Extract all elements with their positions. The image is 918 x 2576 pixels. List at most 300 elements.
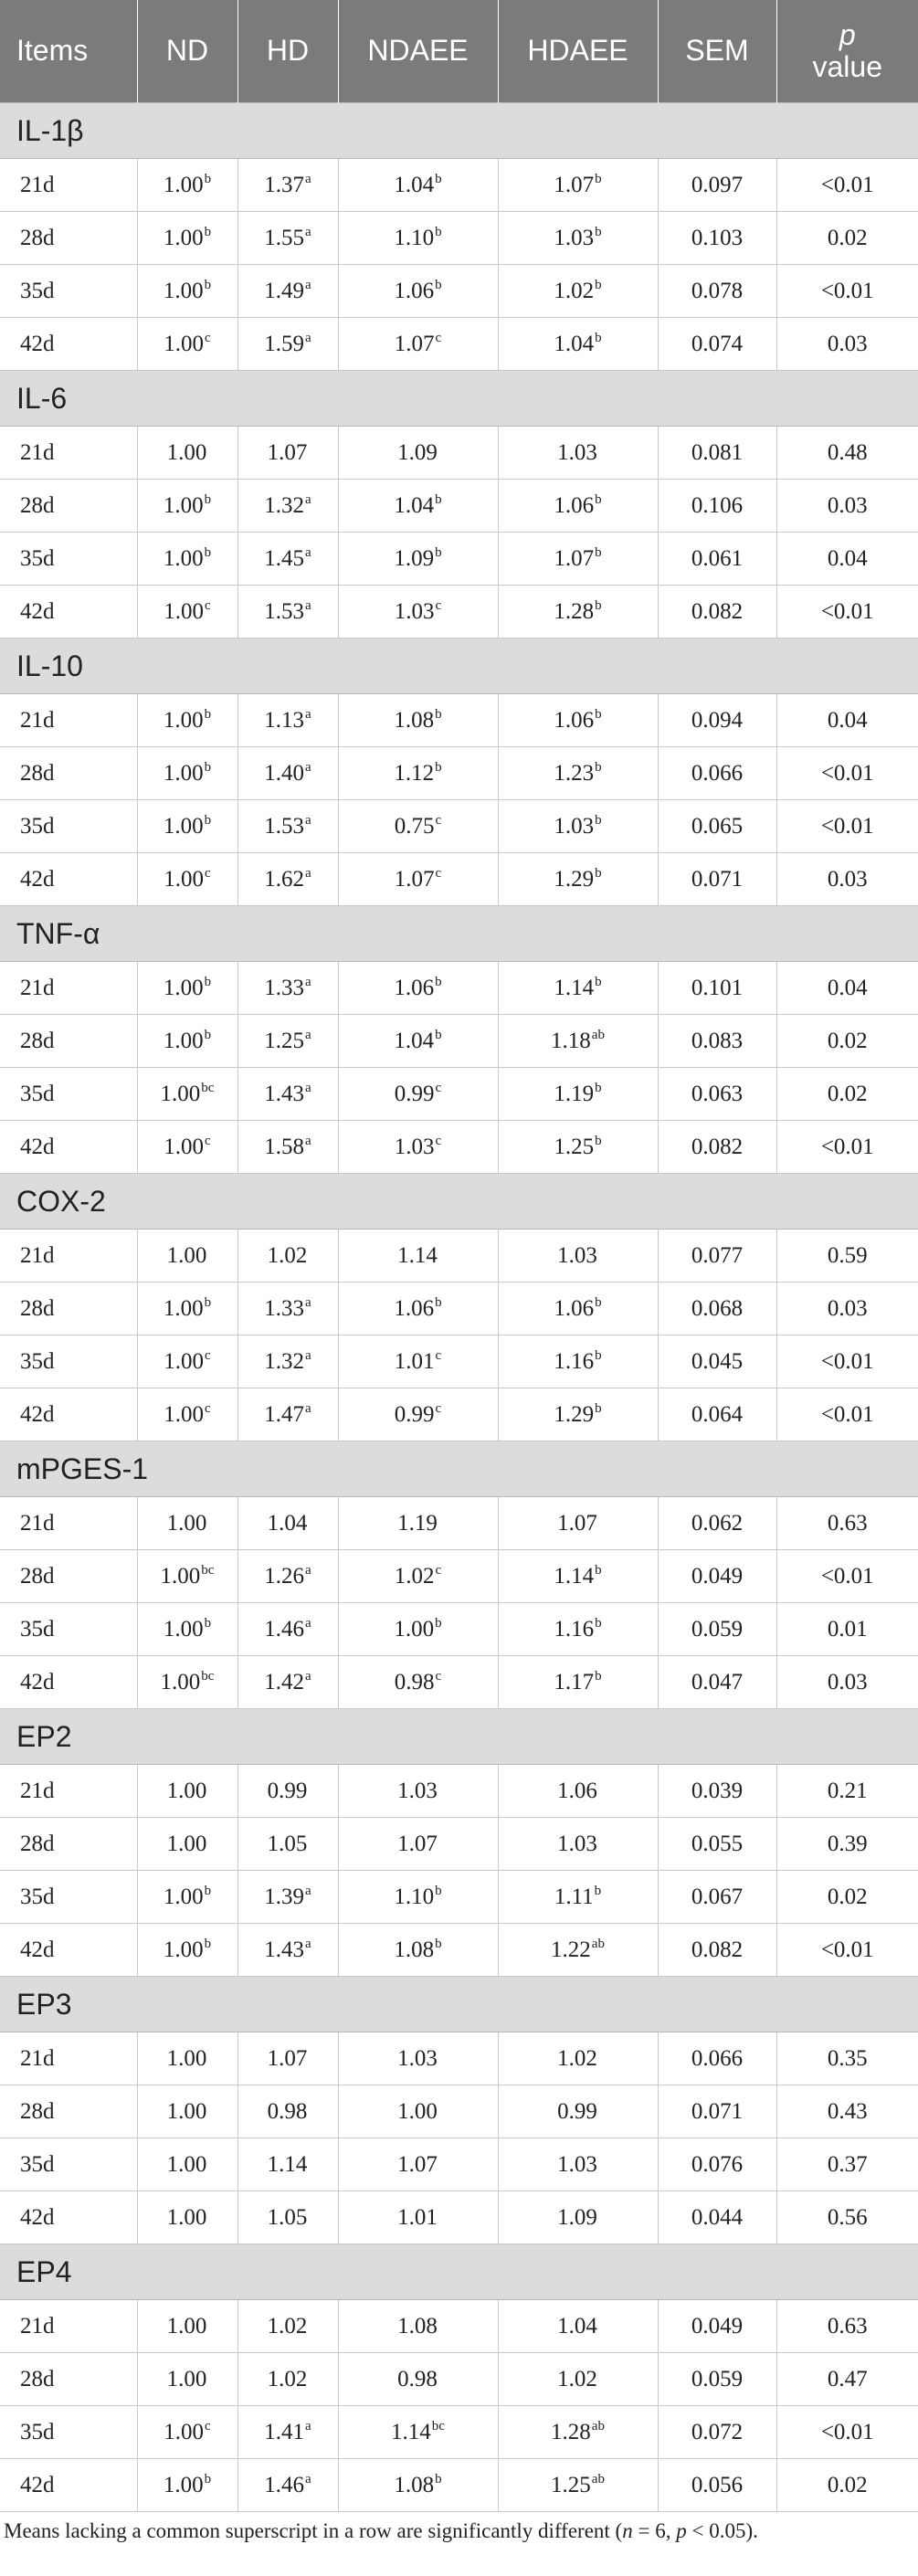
cell-superscript: b: [204, 545, 212, 561]
cell-p-value: <0.01: [776, 1388, 918, 1441]
cell-superscript: c: [205, 1348, 211, 1364]
cell-superscript: b: [595, 331, 602, 346]
cell-ndaee: [338, 1924, 498, 1977]
cell-superscript: a: [305, 1563, 311, 1578]
cell-value: 0.99: [394, 1081, 435, 1106]
cell-nd: [137, 1656, 237, 1709]
footnote-p-symbol: p: [676, 2519, 687, 2542]
cell-day: 21d: [0, 427, 137, 480]
cell-value: 1.16: [554, 1348, 595, 1374]
table-body: [0, 103, 918, 2512]
cell-hdaee: [498, 747, 658, 800]
cell-value: 1.00: [394, 1616, 435, 1642]
cell-value: 1.00: [163, 707, 204, 733]
cell-hd: [237, 747, 338, 800]
cell-p-value: 0.43: [776, 2085, 918, 2138]
cell-superscript: a: [305, 1134, 311, 1149]
table-row: [0, 2406, 918, 2459]
cell-ndaee: [338, 318, 498, 371]
cell-value: 1.03: [557, 2151, 597, 2177]
cell-superscript: b: [595, 545, 602, 561]
cell-value: 1.14: [397, 1242, 438, 1268]
cell-hd: [237, 427, 338, 480]
cell-sem: 0.101: [658, 962, 776, 1015]
cell-value: 1.00: [164, 598, 205, 624]
cell-nd: [137, 1765, 237, 1818]
group-label: TNF-α: [0, 906, 918, 962]
cell-value: 1.45: [264, 545, 305, 571]
cell-superscript: b: [204, 1295, 212, 1311]
cell-ndaee: [338, 1818, 498, 1871]
cell-superscript: c: [435, 1134, 442, 1149]
cell-value: 1.00: [164, 1401, 205, 1427]
cell-p-value: 0.02: [776, 2459, 918, 2512]
cell-day: 21d: [0, 159, 137, 212]
cell-value: 1.04: [267, 1510, 308, 1536]
cell-sem: 0.067: [658, 1871, 776, 1924]
cell-ndaee: [338, 1336, 498, 1388]
cell-superscript: b: [435, 975, 442, 990]
cell-hd: [237, 212, 338, 265]
cell-superscript: b: [204, 1028, 212, 1043]
cell-hd: [237, 1230, 338, 1283]
cell-value: 1.00: [163, 1884, 204, 1909]
cell-value: 1.49: [264, 278, 305, 303]
cell-superscript: b: [595, 1669, 602, 1684]
cell-value: 1.14: [554, 1563, 595, 1589]
table-row: [0, 1388, 918, 1441]
group-row: [0, 906, 918, 962]
cell-ndaee: [338, 1230, 498, 1283]
header-hd: HD: [237, 0, 338, 103]
cell-day: 42d: [0, 1656, 137, 1709]
cell-ndaee: [338, 586, 498, 639]
cell-p-value: 0.04: [776, 962, 918, 1015]
cell-hdaee: [498, 265, 658, 318]
cell-superscript: a: [305, 2472, 311, 2487]
cell-p-value: 0.35: [776, 2032, 918, 2085]
cell-p-value: 0.01: [776, 1603, 918, 1656]
cell-value: 1.03: [557, 439, 597, 465]
cell-sem: 0.064: [658, 1388, 776, 1441]
cell-value: 1.06: [554, 1295, 595, 1321]
cell-superscript: c: [435, 1563, 442, 1578]
cell-superscript: a: [305, 760, 311, 776]
cell-sem: 0.083: [658, 1015, 776, 1068]
cell-superscript: b: [435, 760, 442, 776]
cell-superscript: b: [595, 225, 602, 240]
cell-sem: 0.082: [658, 586, 776, 639]
cell-value: 1.00: [163, 1028, 204, 1053]
cell-sem: 0.045: [658, 1336, 776, 1388]
cell-superscript: b: [595, 492, 602, 508]
table-row: [0, 1336, 918, 1388]
cell-value: 1.28: [551, 2419, 591, 2444]
cell-hdaee: [498, 1121, 658, 1174]
table-row: [0, 2032, 918, 2085]
cell-value: 1.00: [166, 2151, 207, 2177]
cell-value: 1.07: [267, 439, 308, 465]
cell-hd: [237, 318, 338, 371]
cell-nd: [137, 1497, 237, 1550]
table-footnote: [0, 2512, 918, 2543]
cell-p-value: 0.02: [776, 1871, 918, 1924]
cell-sem: 0.077: [658, 1230, 776, 1283]
cell-nd: [137, 427, 237, 480]
table-row: [0, 1656, 918, 1709]
cell-hd: [237, 1121, 338, 1174]
footnote-n-symbol: n: [622, 2519, 633, 2542]
group-label: EP4: [0, 2244, 918, 2300]
cell-value: 1.00: [164, 2419, 205, 2444]
cell-superscript: b: [204, 172, 212, 187]
cell-sem: 0.059: [658, 2353, 776, 2406]
cell-value: 1.06: [394, 1295, 435, 1321]
cell-p-value: 0.21: [776, 1765, 918, 1818]
cell-superscript: a: [305, 598, 311, 614]
cell-value: 1.00: [163, 1616, 204, 1642]
cell-value: 1.29: [554, 866, 595, 892]
cell-value: 1.18: [551, 1028, 591, 1053]
cell-hdaee: [498, 480, 658, 533]
cell-value: 1.39: [264, 1884, 305, 1909]
cell-value: 1.25: [551, 2472, 591, 2497]
cell-day: 42d: [0, 2459, 137, 2512]
cell-hd: [237, 159, 338, 212]
cell-value: 1.00: [166, 1778, 207, 1803]
header-row: [0, 0, 918, 103]
cell-superscript: c: [205, 2419, 211, 2434]
cell-superscript: c: [205, 1401, 211, 1417]
cell-superscript: b: [595, 1616, 602, 1631]
cell-day: 35d: [0, 1871, 137, 1924]
cell-p-value: <0.01: [776, 265, 918, 318]
cell-nd: [137, 159, 237, 212]
cell-superscript: b: [435, 1295, 442, 1311]
cell-ndaee: [338, 962, 498, 1015]
cell-sem: 0.061: [658, 533, 776, 586]
cell-superscript: a: [305, 2419, 311, 2434]
cell-p-value: 0.03: [776, 1656, 918, 1709]
cell-sem: 0.056: [658, 2459, 776, 2512]
cell-day: 21d: [0, 2300, 137, 2353]
cell-ndaee: [338, 1765, 498, 1818]
cell-sem: 0.082: [658, 1924, 776, 1977]
cell-hdaee: [498, 1015, 658, 1068]
cell-superscript: a: [305, 1028, 311, 1043]
table-row: [0, 1068, 918, 1121]
cell-superscript: b: [435, 1028, 442, 1043]
cell-value: 1.01: [397, 2204, 438, 2230]
cell-superscript: b: [204, 2472, 212, 2487]
cell-ndaee: [338, 747, 498, 800]
cell-hdaee: [498, 2353, 658, 2406]
cell-value: 1.59: [264, 331, 305, 356]
cell-value: 0.98: [267, 2098, 308, 2124]
cell-ndaee: [338, 1283, 498, 1336]
cell-value: 0.98: [394, 1669, 435, 1694]
cell-value: 1.09: [394, 545, 435, 571]
cell-superscript: b: [204, 225, 212, 240]
cell-superscript: b: [435, 492, 442, 508]
footnote-n-value: = 6,: [632, 2519, 677, 2542]
table-row: [0, 1924, 918, 1977]
cell-superscript: b: [595, 1134, 602, 1149]
cell-p-value: <0.01: [776, 1550, 918, 1603]
cell-superscript: b: [435, 225, 442, 240]
cell-day: 42d: [0, 1388, 137, 1441]
cell-ndaee: [338, 2191, 498, 2244]
cell-value: 1.02: [267, 2313, 308, 2338]
cell-superscript: b: [595, 1081, 602, 1096]
table-row: [0, 2459, 918, 2512]
cell-value: 0.99: [267, 1778, 308, 1803]
cell-p-value: 0.63: [776, 1497, 918, 1550]
cell-superscript: b: [595, 707, 602, 723]
cell-nd: [137, 2032, 237, 2085]
cell-hdaee: [498, 1818, 658, 1871]
cell-value: 1.03: [394, 598, 435, 624]
header-hdaee: HDAEE: [498, 0, 658, 103]
cell-hdaee: [498, 2300, 658, 2353]
cell-value: 1.08: [397, 2313, 438, 2338]
cell-value: 1.03: [554, 225, 595, 250]
cell-nd: [137, 1283, 237, 1336]
cell-superscript: b: [435, 278, 442, 293]
cell-value: 1.53: [264, 813, 305, 839]
table-row: [0, 2138, 918, 2191]
cell-nd: [137, 1818, 237, 1871]
cell-value: 1.00: [166, 2204, 207, 2230]
cell-hd: [237, 265, 338, 318]
cell-value: 1.12: [394, 760, 435, 786]
cell-value: 1.06: [557, 1778, 597, 1803]
cell-superscript: b: [435, 1937, 442, 1952]
cell-day: 35d: [0, 2138, 137, 2191]
cell-superscript: b: [595, 1401, 602, 1417]
cell-day: 42d: [0, 1924, 137, 1977]
cell-superscript: b: [204, 1616, 212, 1631]
cell-ndaee: [338, 2353, 498, 2406]
cell-value: 1.00: [164, 866, 205, 892]
cell-p-value: 0.48: [776, 427, 918, 480]
cell-value: 1.07: [397, 2151, 438, 2177]
cell-value: 0.98: [397, 2366, 438, 2391]
cell-hdaee: [498, 159, 658, 212]
cell-day: 42d: [0, 2191, 137, 2244]
cell-ndaee: [338, 2032, 498, 2085]
cell-day: 28d: [0, 1283, 137, 1336]
cell-value: 1.00: [166, 2045, 207, 2071]
cell-hdaee: [498, 1068, 658, 1121]
table-row: [0, 1283, 918, 1336]
cell-hdaee: [498, 2459, 658, 2512]
cell-value: 1.06: [394, 278, 435, 303]
cell-hdaee: [498, 1550, 658, 1603]
cell-value: 1.16: [554, 1616, 595, 1642]
cell-p-value: 0.02: [776, 1068, 918, 1121]
cell-value: 1.00: [163, 225, 204, 250]
cell-ndaee: [338, 1121, 498, 1174]
cell-value: 1.41: [264, 2419, 305, 2444]
cell-day: 28d: [0, 1550, 137, 1603]
cell-nd: [137, 1121, 237, 1174]
cell-superscript: bc: [201, 1081, 215, 1096]
cell-ndaee: [338, 2085, 498, 2138]
cell-nd: [137, 533, 237, 586]
table-row: [0, 1230, 918, 1283]
cell-superscript: ab: [591, 1028, 605, 1043]
cell-value: 1.22: [551, 1937, 591, 1962]
cell-value: 1.00: [163, 1937, 204, 1962]
cell-value: 1.00: [163, 492, 204, 518]
table-row: [0, 1550, 918, 1603]
cell-value: 1.02: [557, 2045, 597, 2071]
cell-value: 1.42: [264, 1669, 305, 1694]
cell-value: 1.00: [163, 975, 204, 1000]
cell-superscript: a: [305, 813, 311, 829]
cell-value: 1.58: [264, 1134, 305, 1159]
group-label: EP2: [0, 1709, 918, 1765]
cell-day: 21d: [0, 1230, 137, 1283]
cell-sem: 0.076: [658, 2138, 776, 2191]
cell-superscript: c: [435, 331, 442, 346]
cell-value: 1.07: [394, 866, 435, 892]
cell-superscript: a: [305, 331, 311, 346]
cell-hdaee: [498, 694, 658, 747]
cell-p-value: <0.01: [776, 586, 918, 639]
cell-hdaee: [498, 1656, 658, 1709]
cell-value: 1.03: [554, 813, 595, 839]
cell-value: 1.26: [264, 1563, 305, 1589]
cell-day: 28d: [0, 1818, 137, 1871]
cell-hdaee: [498, 1230, 658, 1283]
cell-sem: 0.071: [658, 853, 776, 906]
cell-hdaee: [498, 2085, 658, 2138]
cell-value: 1.33: [264, 1295, 305, 1321]
cell-day: 28d: [0, 1015, 137, 1068]
cell-value: 1.01: [394, 1348, 435, 1374]
cell-nd: [137, 962, 237, 1015]
table-row: [0, 1121, 918, 1174]
cell-day: 42d: [0, 1121, 137, 1174]
cell-value: 1.00: [166, 439, 207, 465]
cell-value: 1.04: [394, 492, 435, 518]
cell-hdaee: [498, 1388, 658, 1441]
cell-value: 1.06: [554, 492, 595, 518]
cell-value: 1.28: [554, 598, 595, 624]
group-row: [0, 1709, 918, 1765]
cell-day: 21d: [0, 2032, 137, 2085]
cell-sem: 0.049: [658, 1550, 776, 1603]
cell-sem: 0.072: [658, 2406, 776, 2459]
cell-superscript: b: [435, 1884, 442, 1899]
table-header: [0, 0, 918, 103]
cell-value: 1.05: [267, 1831, 308, 1856]
cell-value: 1.19: [554, 1081, 595, 1106]
cell-superscript: a: [305, 1616, 311, 1631]
cell-superscript: b: [435, 172, 442, 187]
cell-value: 1.46: [264, 1616, 305, 1642]
cell-value: 1.00: [164, 331, 205, 356]
cell-nd: [137, 694, 237, 747]
cell-hd: [237, 1765, 338, 1818]
cell-superscript: b: [204, 1937, 212, 1952]
cell-value: 1.14: [554, 975, 595, 1000]
cell-value: 1.62: [264, 866, 305, 892]
cell-value: 1.02: [554, 278, 595, 303]
cell-ndaee: [338, 2459, 498, 2512]
cell-value: 0.99: [557, 2098, 597, 2124]
table-row: [0, 747, 918, 800]
cell-superscript: a: [305, 545, 311, 561]
table-row: [0, 1497, 918, 1550]
cell-value: 1.47: [264, 1401, 305, 1427]
cell-nd: [137, 853, 237, 906]
cell-value: 1.04: [394, 1028, 435, 1053]
table-row: [0, 1871, 918, 1924]
cell-hdaee: [498, 2406, 658, 2459]
cell-superscript: a: [305, 1669, 311, 1684]
cell-value: 1.09: [557, 2204, 597, 2230]
cell-superscript: a: [305, 707, 311, 723]
cell-hdaee: [498, 586, 658, 639]
cell-value: 1.02: [557, 2366, 597, 2391]
cell-hd: [237, 2353, 338, 2406]
cell-value: 1.05: [267, 2204, 308, 2230]
cell-p-value: 0.37: [776, 2138, 918, 2191]
cell-superscript: b: [595, 813, 602, 829]
cell-hdaee: [498, 853, 658, 906]
table-row: [0, 853, 918, 906]
cell-superscript: c: [435, 1669, 442, 1684]
cell-day: 21d: [0, 1497, 137, 1550]
cell-ndaee: [338, 159, 498, 212]
cell-superscript: ab: [591, 1937, 605, 1952]
cell-hd: [237, 1656, 338, 1709]
cell-value: 1.03: [397, 1778, 438, 1803]
cell-value: 1.00: [166, 1242, 207, 1268]
cell-sem: 0.081: [658, 427, 776, 480]
cell-hdaee: [498, 1497, 658, 1550]
cell-value: 1.03: [394, 1134, 435, 1159]
cell-nd: [137, 2406, 237, 2459]
cell-superscript: b: [595, 278, 602, 293]
cell-sem: 0.055: [658, 1818, 776, 1871]
group-row: [0, 1441, 918, 1497]
cell-ndaee: [338, 800, 498, 853]
cell-hd: [237, 853, 338, 906]
cell-superscript: a: [305, 1937, 311, 1952]
cell-ndaee: [338, 1871, 498, 1924]
cell-p-value: <0.01: [776, 1336, 918, 1388]
cell-sem: 0.059: [658, 1603, 776, 1656]
cell-superscript: c: [205, 866, 211, 882]
cell-hdaee: [498, 2032, 658, 2085]
cell-value: 1.00: [166, 2366, 207, 2391]
cell-superscript: b: [204, 492, 212, 508]
cell-superscript: c: [205, 1134, 211, 1149]
cell-superscript: b: [594, 1884, 602, 1899]
cell-nd: [137, 1924, 237, 1977]
cell-ndaee: [338, 2138, 498, 2191]
cell-hdaee: [498, 533, 658, 586]
header-sem: SEM: [658, 0, 776, 103]
cell-nd: [137, 480, 237, 533]
cell-superscript: b: [204, 707, 212, 723]
cell-day: 21d: [0, 962, 137, 1015]
cell-day: 42d: [0, 853, 137, 906]
